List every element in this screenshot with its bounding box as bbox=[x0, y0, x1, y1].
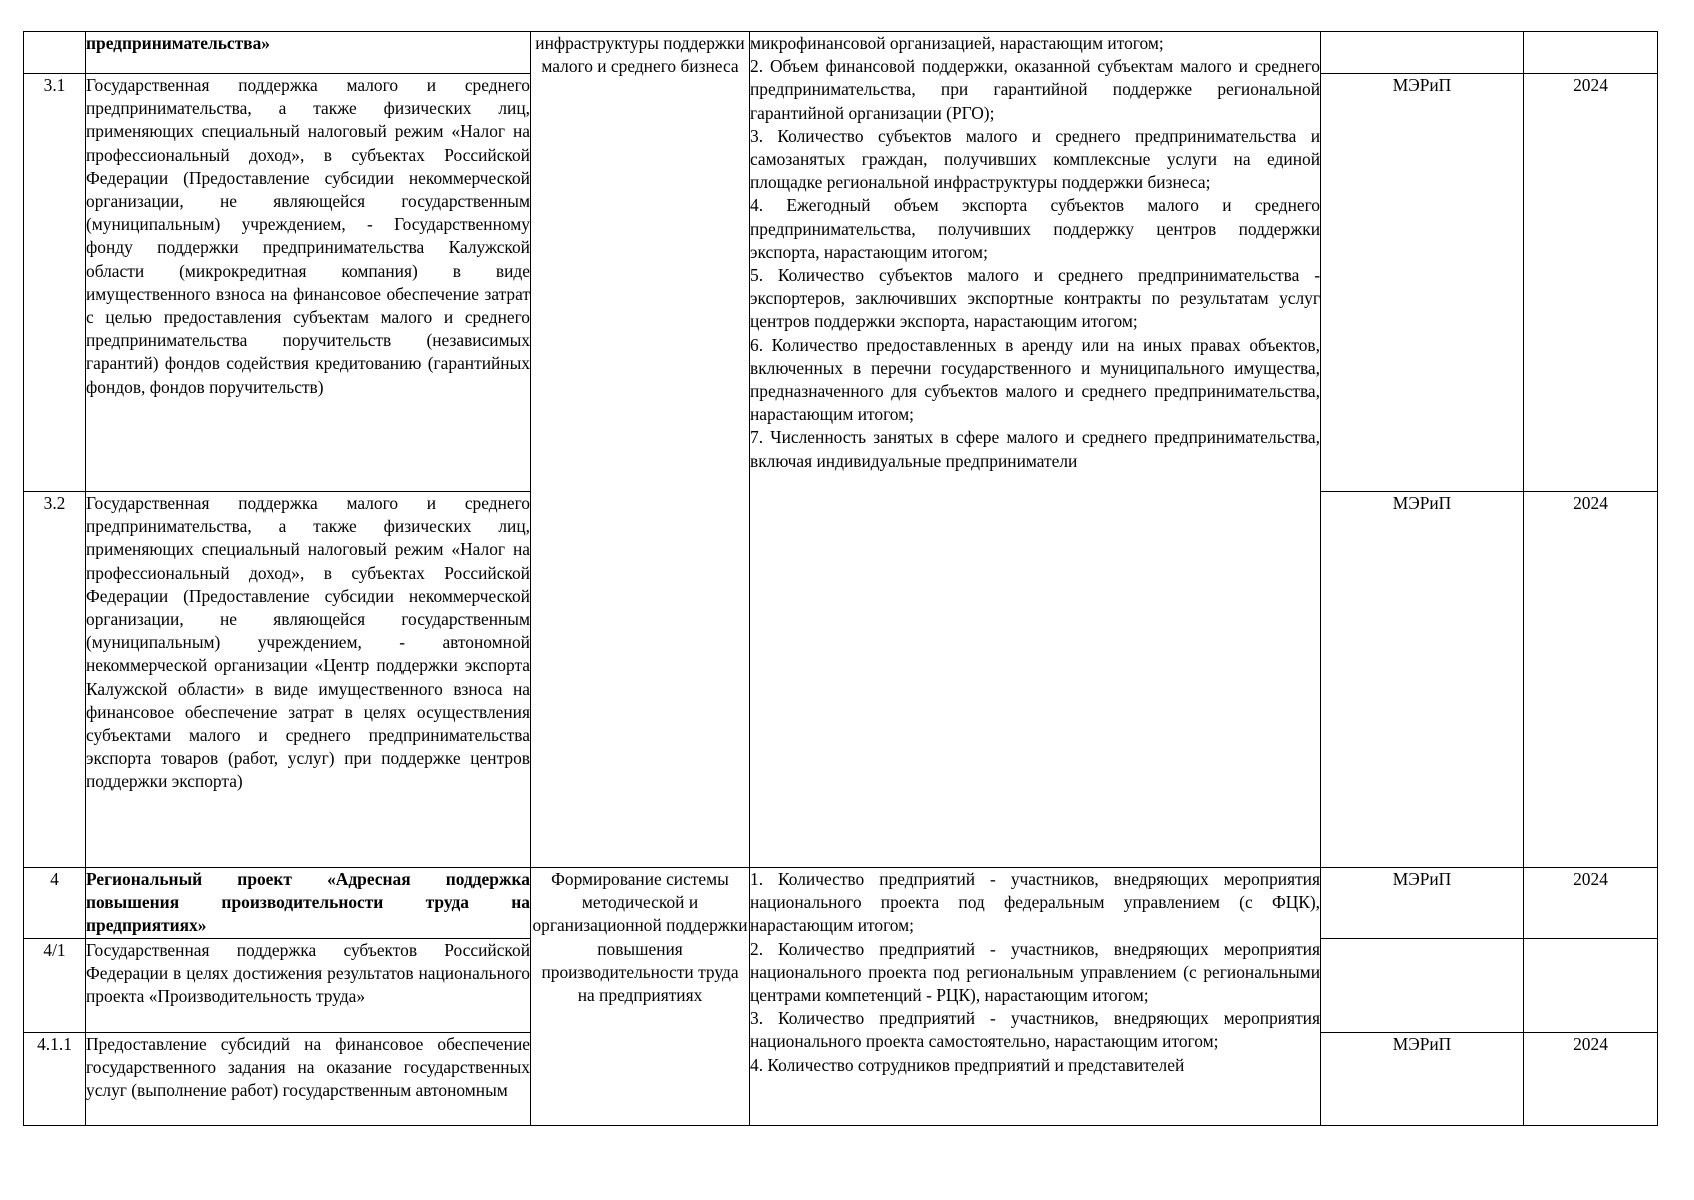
event-name: предпринимательства» bbox=[86, 32, 531, 74]
year-cell: 2024 bbox=[1524, 492, 1658, 868]
event-name: Государственная поддержка малого и среднего предпринимательства, а также физических лиц, применяющих специальный налоговый режим «Налог на профессиональный доход», в субъектах Российской Федерации (Предоставление субсидии некоммерческой организации, не являющейся государственным (муниципальным) учреждением, - автономной некоммерческой организации «Центр поддержки экспорта Калужской области» в виде имущественного взноса на финансовое обеспечение затрат в целях осуществления субъектами малого и среднего предпринимательства экспорта товаров (работ, услуг) при поддержке центров поддержки экспорта) bbox=[86, 492, 531, 868]
event-name: Региональный проект «Адресная поддержка повышения производительности труда на предприятиях» bbox=[86, 868, 531, 939]
responsible-cell: МЭРиП bbox=[1321, 868, 1524, 939]
row-number bbox=[24, 32, 86, 74]
table-row bbox=[24, 868, 1658, 939]
indicator-item: 3. Количество предприятий - участников, внедряющих мероприятия национального проекта самостоятельно, нарастающим итогом; bbox=[750, 1008, 1320, 1052]
indicators-cell bbox=[750, 32, 1321, 868]
indicator-item: 2. Объем финансовой поддержки, оказанной субъектам малого и среднего предпринимательства, при гарантийной поддержке региональной гарантийной организации (РГО); bbox=[750, 56, 1320, 123]
event-name: Государственная поддержка малого и среднего предпринимательства, а также физических лиц, применяющих специальный налоговый режим «Налог на профессиональный доход», в субъектах Российской Федерации (Предоставление субсидии некоммерческой организации, не являющейся государственным (муниципальным) учреждением, - Государственному фонду поддержки предпринимательства Калужской области (микрокредитная компания) в виде имущественного взноса на финансовое обеспечение затрат с целью предоставления субъектам малого и среднего предпринимательства поручительств (независимых гарантий) фондов содействия кредитованию (гарантийных фондов, фондов поручительств) bbox=[86, 74, 531, 492]
year-cell bbox=[1524, 938, 1658, 1032]
indicator-item: микрофинансовой организацией, нарастающим итогом; bbox=[750, 33, 1164, 53]
indicator-item: 2. Количество предприятий - участников, внедряющих мероприятия национального проекта под региональным управлением (с региональными центрами компетенций - РЦК), нарастающим итогом; bbox=[750, 938, 1320, 1006]
row-number: 4/1 bbox=[24, 938, 86, 1032]
responsible-cell: МЭРиП bbox=[1321, 492, 1524, 868]
responsible-cell: МЭРиП bbox=[1321, 74, 1524, 492]
goal-cell: инфраструктуры поддержки малого и среднего бизнеса bbox=[531, 32, 750, 868]
event-name: Предоставление субсидий на финансовое обеспечение государственного задания на оказание государственных услуг (выполнение работ) государственным автономным bbox=[86, 1032, 531, 1125]
row-number: 3.2 bbox=[24, 492, 86, 868]
indicator-item: 3. Количество субъектов малого и среднего предпринимательства и самозанятых граждан, получивших комплексные услуги на единой площадке региональной инфраструктуры поддержки бизнеса; bbox=[750, 125, 1320, 193]
year-cell: 2024 bbox=[1524, 74, 1658, 492]
indicator-item: 1. Количество предприятий - участников, внедряющих мероприятия национального проекта под федеральным управлением (с ФЦК), нарастающим итогом; bbox=[750, 869, 1320, 936]
indicators-cell bbox=[750, 868, 1321, 1126]
year-cell: 2024 bbox=[1524, 1032, 1658, 1125]
responsible-cell bbox=[1321, 32, 1524, 74]
responsible-cell: МЭРиП bbox=[1321, 1032, 1524, 1125]
row-number: 4.1.1 bbox=[24, 1032, 86, 1125]
indicator-item: 5. Количество субъектов малого и среднего предпринимательства - экспортеров, заключивших экспортные контракты по результатам услуг центров поддержки экспорта, нарастающим итогом; bbox=[750, 265, 1320, 332]
indicator-item: 7. Численность занятых в сфере малого и среднего предпринимательства, включая индивидуальные предприниматели bbox=[750, 427, 1320, 471]
year-cell bbox=[1524, 32, 1658, 74]
plan-table bbox=[23, 31, 1658, 1126]
year-cell: 2024 bbox=[1524, 868, 1658, 939]
row-number: 4 bbox=[24, 868, 86, 939]
indicator-item: 4. Ежегодный объем экспорта субъектов малого и среднего предпринимательства, получивших поддержку центров поддержки экспорта, нарастающим итогом; bbox=[750, 195, 1320, 262]
goal-cell: Формирование системы методической и организационной поддержки повышения производительности труда на предприятиях bbox=[531, 868, 750, 1126]
table-row bbox=[24, 32, 1658, 74]
indicator-item: 6. Количество предоставленных в аренду или на иных правах объектов, включенных в перечни государственного и муниципального имущества, предназначенного для субъектов малого и среднего предпринимательства, нарастающим итогом; bbox=[750, 334, 1320, 425]
event-name: Государственная поддержка субъектов Российской Федерации в целях достижения результатов национального проекта «Производительность труда» bbox=[86, 938, 531, 1032]
responsible-cell bbox=[1321, 938, 1524, 1032]
row-number: 3.1 bbox=[24, 74, 86, 492]
indicator-item: 4. Количество сотрудников предприятий и представителей bbox=[750, 1054, 1185, 1075]
